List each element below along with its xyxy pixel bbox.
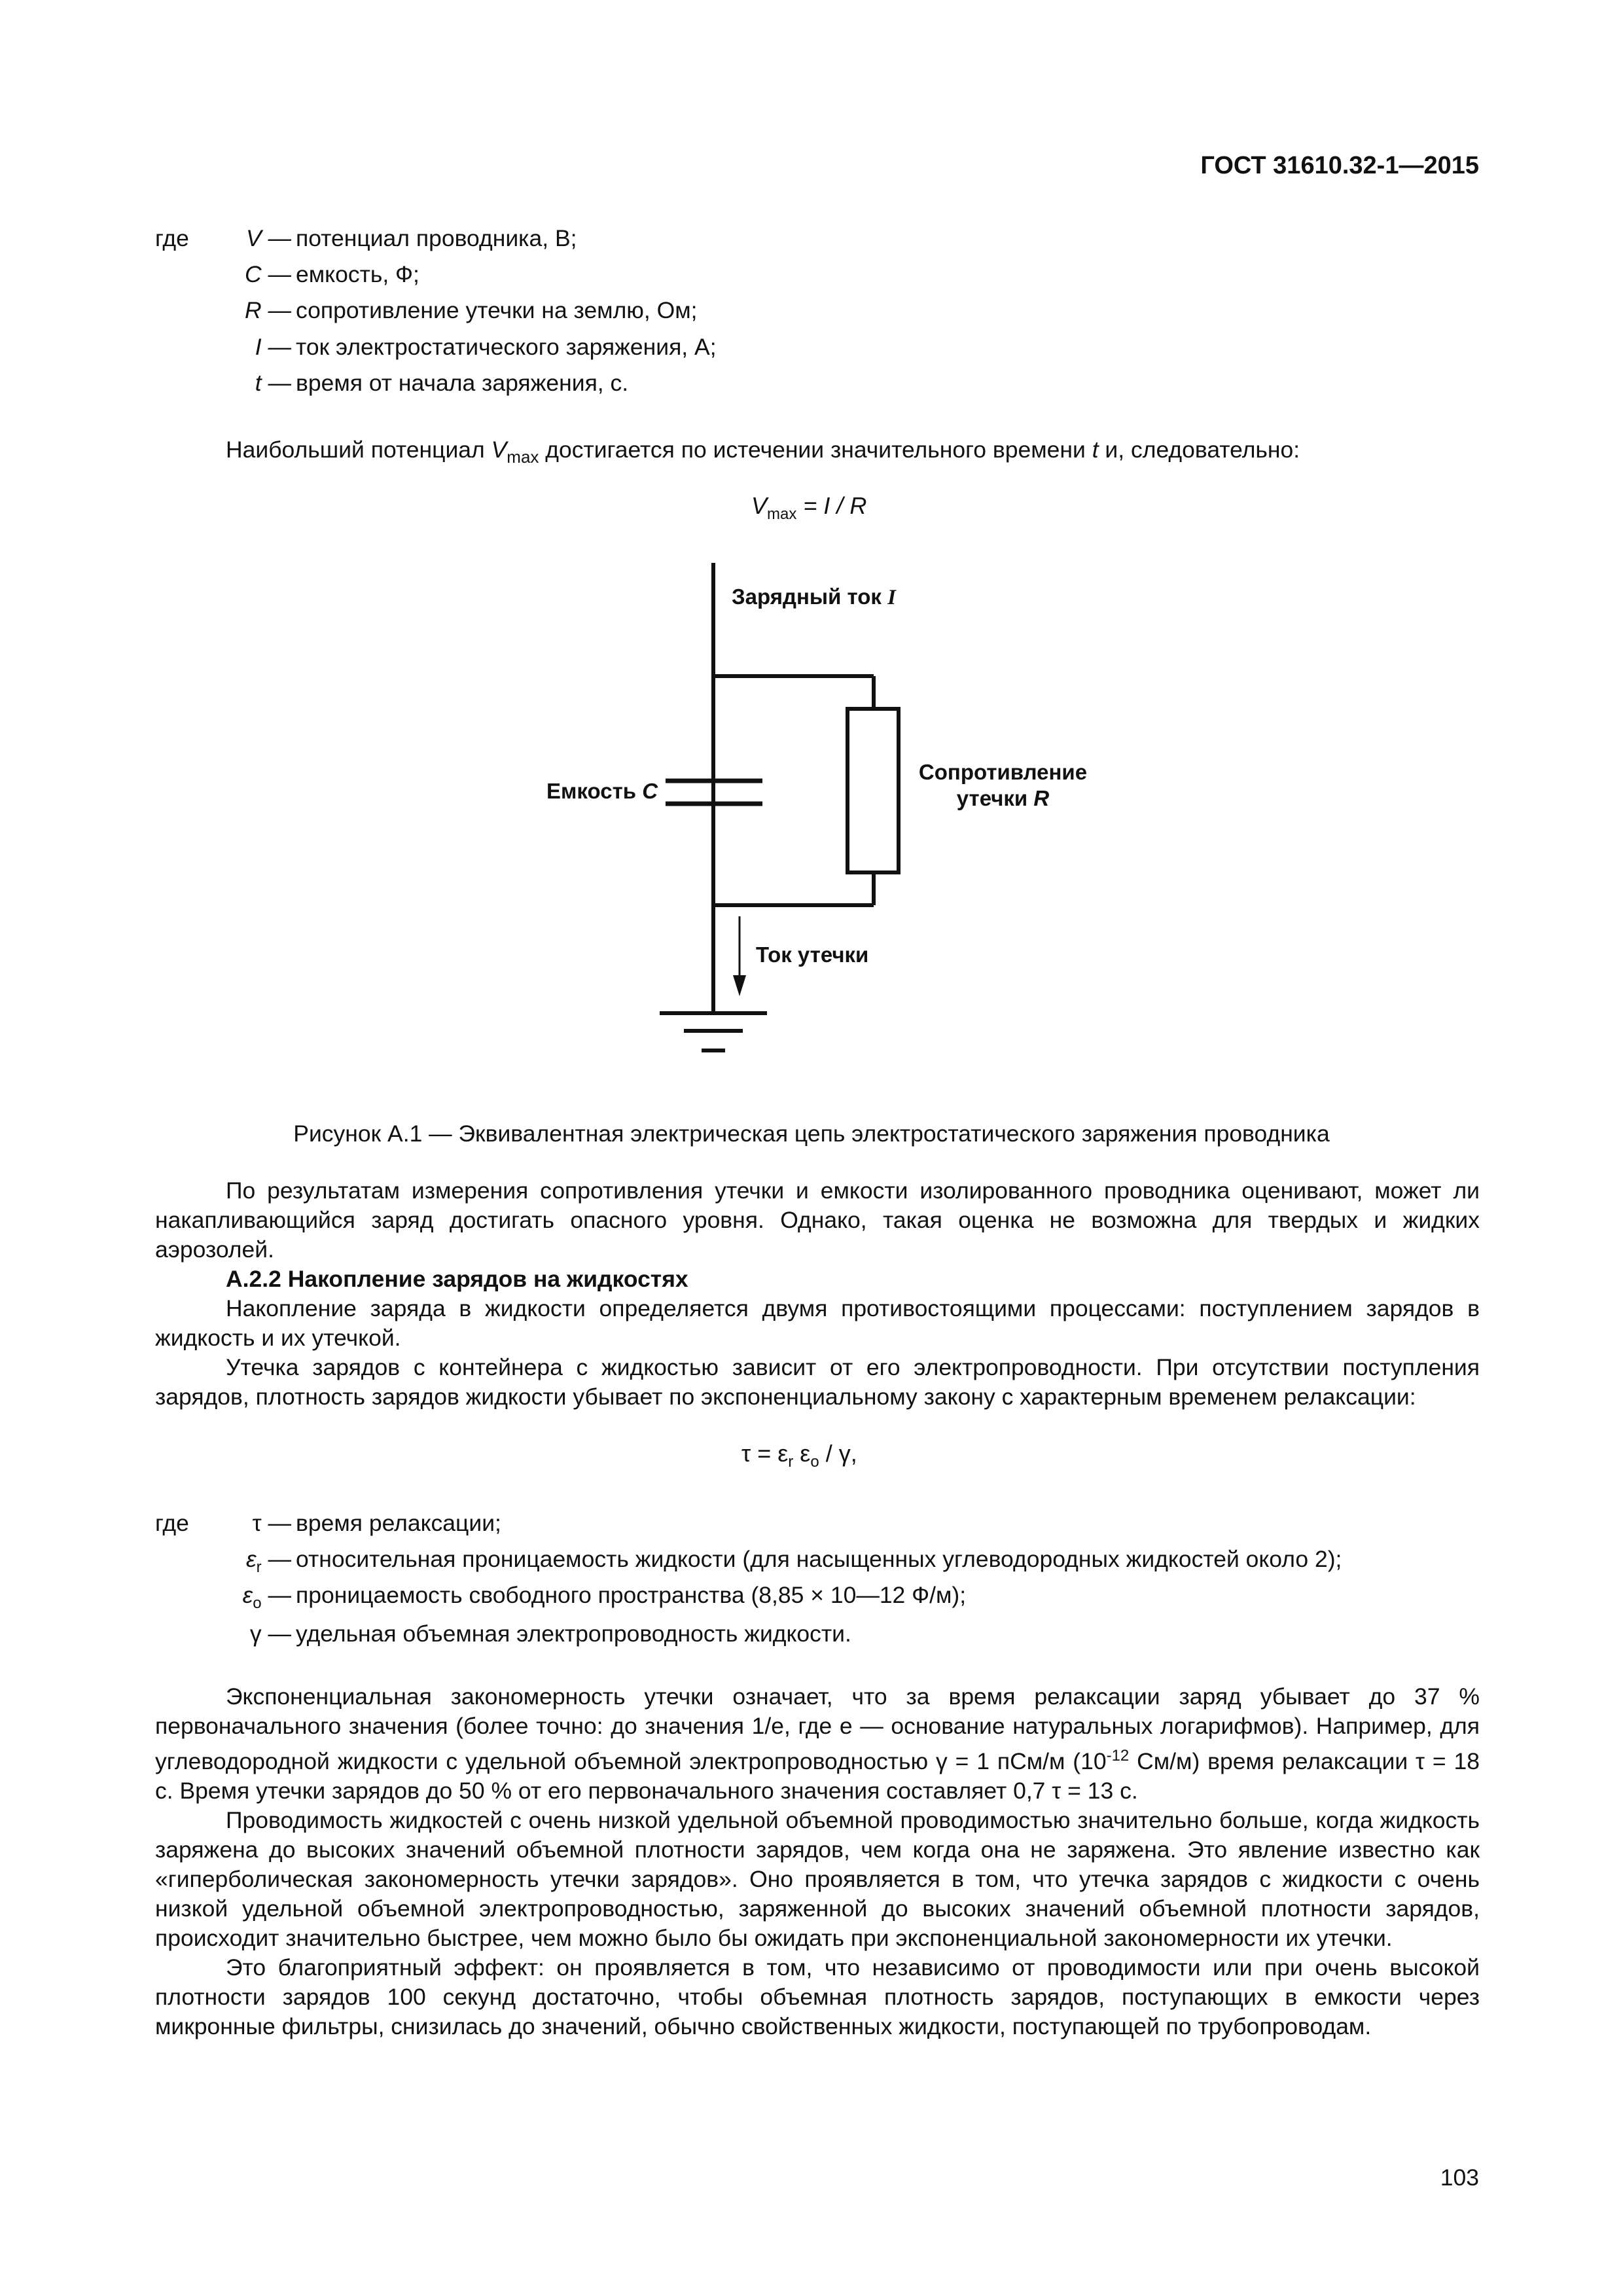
- formula-subscript: max: [767, 505, 797, 524]
- legend-symbol: C —: [245, 261, 291, 287]
- symbol-dash: —: [261, 1582, 291, 1608]
- leak-current-label: Ток утечки: [756, 942, 869, 967]
- paragraph: Утечка зарядов с контейнера с жидкостью зависит от его электропроводности. При отсутствии поступления зарядов, плотность зарядов жидкости убывает по экспоненциальному закону с характерным временем релаксации:: [155, 1354, 1480, 1410]
- formula-rest: = I / R: [796, 492, 867, 519]
- time-symbol: t: [1092, 437, 1099, 463]
- legend-description: емкость, Ф;: [296, 261, 419, 287]
- formula-part: ε: [793, 1440, 811, 1467]
- legend-where-label: где: [155, 225, 189, 251]
- label-text: Емкость: [546, 779, 643, 803]
- legend-symbol: t —: [255, 370, 291, 396]
- exponent: -12: [1106, 1747, 1130, 1765]
- label-text: утечки: [956, 786, 1034, 810]
- legend-where-label: где: [155, 1510, 189, 1536]
- vmax-subscript: max: [507, 447, 539, 467]
- paragraph-text: См/м) время релаксации τ = 18 с. Время утечки зарядов до 50 % от его первоначального значения составляет 0,7 τ = 13 с.: [155, 1748, 1480, 1804]
- paragraph: [155, 1682, 1480, 1806]
- legend-description: проницаемость свободного пространства (8,85 × 10—12 Ф/м);: [296, 1582, 967, 1608]
- legend-symbol: I —: [255, 334, 291, 360]
- page-number: 103: [1440, 2164, 1479, 2191]
- paragraph-text: Экспоненциальная закономерность утечки означает, что за время релаксации заряд убывает до 37 % первоначального значения (более точно: до значения 1/е, где е — основание натуральных логарифмов). Например, для углеводородной жидкости с удельной объемной электропроводностью γ = 1 пСм/м (10: [155, 1683, 1480, 1774]
- legend-description: время релаксации;: [296, 1510, 501, 1536]
- formula-subscript: r: [788, 1453, 794, 1471]
- legend-symbol: [187, 1581, 291, 1618]
- sentence-text: и, следовательно:: [1098, 437, 1300, 463]
- formula-symbol: V: [751, 492, 768, 519]
- legend-symbol: V —: [245, 225, 291, 251]
- legend-symbol: τ —: [252, 1510, 291, 1536]
- symbol-subscript: r: [256, 1558, 262, 1577]
- formula-subscript: o: [810, 1453, 819, 1471]
- leak-arrow-head: [733, 975, 746, 996]
- paragraph: Проводимость жидкостей с очень низкой удельной объемной проводимостью значительно больше, когда жидкость заряжена до высоких значений объемной плотности зарядов, чем когда она не заряжена. Это явление известно как «гиперболическая закономерность утечки зарядов». Оно проявляется в том, что утечка зарядов с жидкости с очень низкой удельной объемной электропроводностью, заряженной до высоких значений объемной плотности зарядов, происходит значительно быстрее, чем можно было бы ожидать при экспоненциальной закономерности их утечки.: [155, 1806, 1480, 1951]
- label-symbol: I: [887, 586, 896, 609]
- leak-resistance-label: [913, 759, 1093, 812]
- formula-part: τ = ε: [741, 1440, 789, 1467]
- label-text: Зарядный ток: [732, 584, 888, 609]
- document-header: ГОСТ 31610.32-1—2015: [1200, 152, 1479, 179]
- section-heading: А.2.2 Накопление зарядов на жидкостях: [226, 1266, 688, 1292]
- legend-symbol: R —: [245, 297, 291, 323]
- symbol-dash: —: [261, 1546, 291, 1572]
- legend-description: относительная проницаемость жидкости (для насыщенных углеводородных жидкостей около 2);: [296, 1546, 1342, 1572]
- sentence-text: Наибольший потенциал: [226, 437, 491, 463]
- symbol-char: ε: [242, 1582, 253, 1608]
- legend-symbol: γ —: [249, 1621, 291, 1647]
- body-section: [155, 1176, 1480, 1412]
- formula-part: / γ,: [819, 1440, 857, 1467]
- legend-symbol: [187, 1545, 291, 1582]
- vmax-symbol: V: [491, 437, 507, 463]
- capacitance-label: [546, 779, 658, 804]
- symbol-subscript: o: [253, 1594, 262, 1613]
- figure-caption: Рисунок А.1 — Эквивалентная электрическая цепь электростатического заряжения проводника: [293, 1121, 1330, 1147]
- body-section-2: [155, 1682, 1480, 2041]
- legend-description: потенциал проводника, В;: [296, 225, 577, 251]
- paragraph: По результатам измерения сопротивления утечки и емкости изолированного проводника оценивают, может ли накапливающийся заряд достигать опасного уровня. Однако, такая оценка не возможна для твердых и жидких аэрозолей.: [155, 1177, 1480, 1263]
- label-text: Сопротивление: [918, 760, 1088, 784]
- paragraph: Это благоприятный эффект: он проявляется в том, что независимо от проводимости или при очень высокой плотности зарядов 100 секунд достаточно, чтобы объемная плотность зарядов, поступающих в емкости через микронные фильтры, снизилась до значений, обычно свойственных жидкости, поступающей по трубопроводам.: [155, 1954, 1480, 2039]
- label-symbol: R: [1033, 786, 1050, 810]
- legend-description: сопротивление утечки на землю, Ом;: [296, 297, 698, 323]
- legend-description: удельная объемная электропроводность жидкости.: [296, 1621, 851, 1647]
- legend-description: ток электростатического заряжения, A;: [296, 334, 717, 360]
- charge-current-label: [732, 584, 896, 610]
- paragraph: Накопление заряда в жидкости определяется двумя противостоящими процессами: поступлением зарядов в жидкость и их утечкой.: [155, 1295, 1480, 1351]
- label-symbol: C: [642, 779, 658, 803]
- symbol-char: ε: [246, 1546, 257, 1572]
- sentence-text: достигается по истечении значительного времени: [539, 437, 1092, 463]
- resistor-symbol: [847, 709, 899, 872]
- legend-description: время от начала заряжения, с.: [296, 370, 629, 396]
- formula-tau: [741, 1440, 857, 1471]
